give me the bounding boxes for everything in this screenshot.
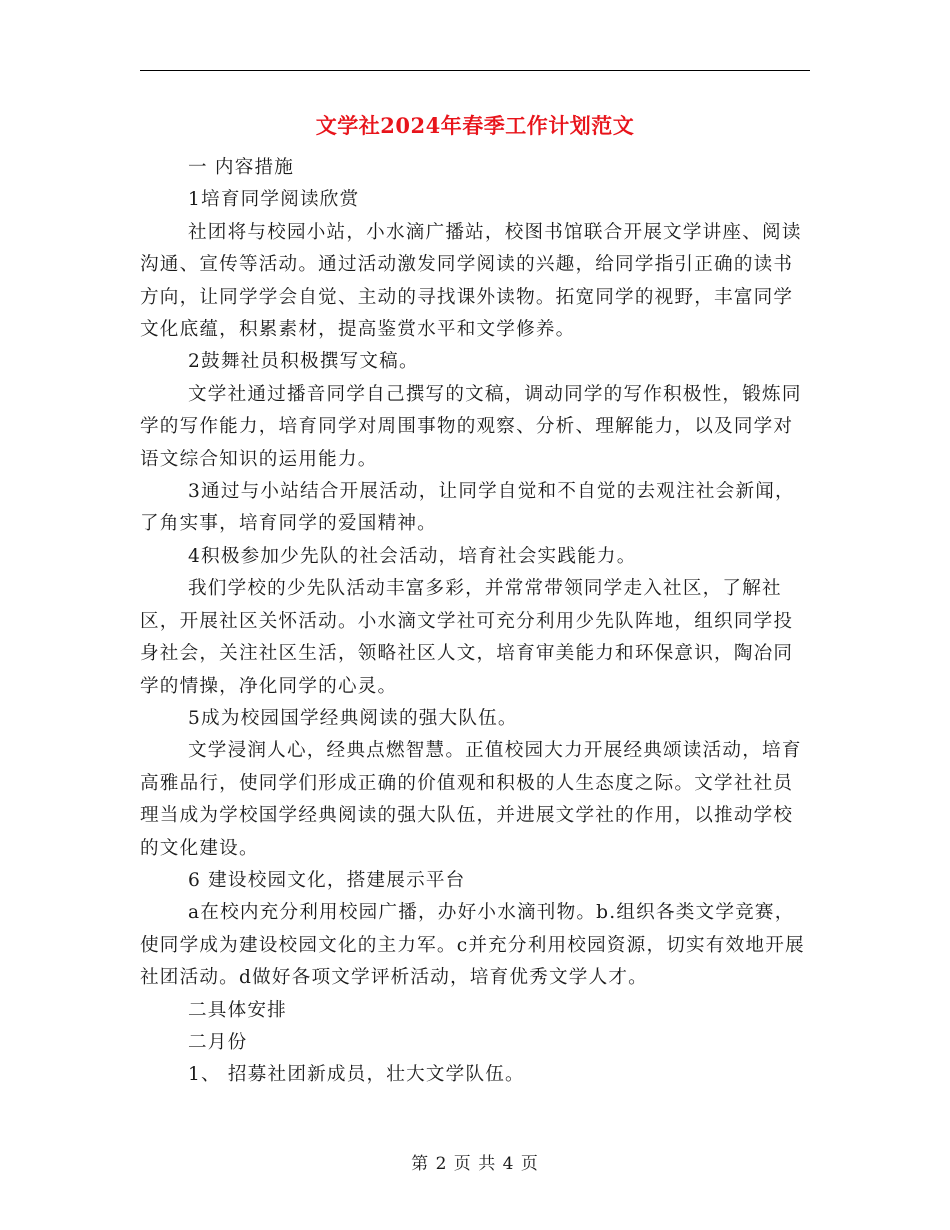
item-heading-social-activities: 4积极参加少先队的社会活动，培育社会实践能力。 [188,545,637,567]
month-heading-february: 二月份 [188,1031,248,1053]
paragraph-classics: 文学浸润人心，经典点燃智慧。正值校园大力开展经典颂读活动，培育高雅品行，使同学们形成正确的价值观和积极的人生态度之际。文学社社员理当成为学校国学经典阅读的强大队伍，并进展文学社的作用，以推动学校的文化建设。 [140,740,802,859]
paragraph-news: 3通过与小站结合开展活动，让同学自觉和不自觉的去观注社会新闻，了角实事，培育同学的爱国精神。 [140,481,795,535]
paragraph-writing: 文学社通过播音同学自己撰写的文稿，调动同学的写作积极性，锻炼同学的写作能力，培育同学对周围事物的观察、分析、理解能力，以及同学对语文综合知识的运用能力。 [140,383,802,470]
page-number: 第 2 页 共 4 页 [411,1154,539,1174]
document-body [140,152,812,1092]
item-heading-campus-culture: 6 建设校园文化，搭建展示平台 [188,869,466,891]
list-item-recruit: 1、 招募社团新成员，壮大文学队伍。 [188,1064,525,1086]
header-rule [140,70,810,71]
section-heading-content-measures: 一 内容措施 [188,157,295,178]
paragraph-social-activities: 我们学校的少先队活动丰富多彩，并常常带领同学走入社区，了解社区，开展社区关怀活动。小水滴文学社可充分利用少先队阵地，组织同学投身社会，关注社区生活，领略社区人文，培育审美能力和环保意识，陶冶同学的情操，净化同学的心灵。 [140,578,794,697]
item-heading-classics: 5成为校园国学经典阅读的强大队伍。 [188,707,518,729]
paragraph-campus-culture: a在校内充分利用校园广播，办好小水滴刊物。b.组织各类文学竞赛，使同学成为建设校园文化的主力军。c并充分利用校园资源，切实有效地开展社团活动。d做好各项文学评析活动，培育优秀文学人才。 [140,902,805,989]
item-heading-reading: 1培育同学阅读欣赏 [188,189,360,211]
item-heading-writing: 2鼓舞社员积极撰写文稿。 [188,351,419,373]
section-heading-schedule: 二具体安排 [188,999,287,1021]
document-title: 文学社2024年春季工作计划范文 [315,113,635,138]
paragraph-reading: 社团将与校园小站，小水滴广播站，校图书馆联合开展文学讲座、阅读沟通、宣传等活动。通过活动激发同学阅读的兴趣，给同学指引正确的读书方向，让同学学会自觉、主动的寻找课外读物。拓宽同学的视野，丰富同学文化底蕴，积累素材，提高鉴赏水平和文学修养。 [140,221,802,341]
